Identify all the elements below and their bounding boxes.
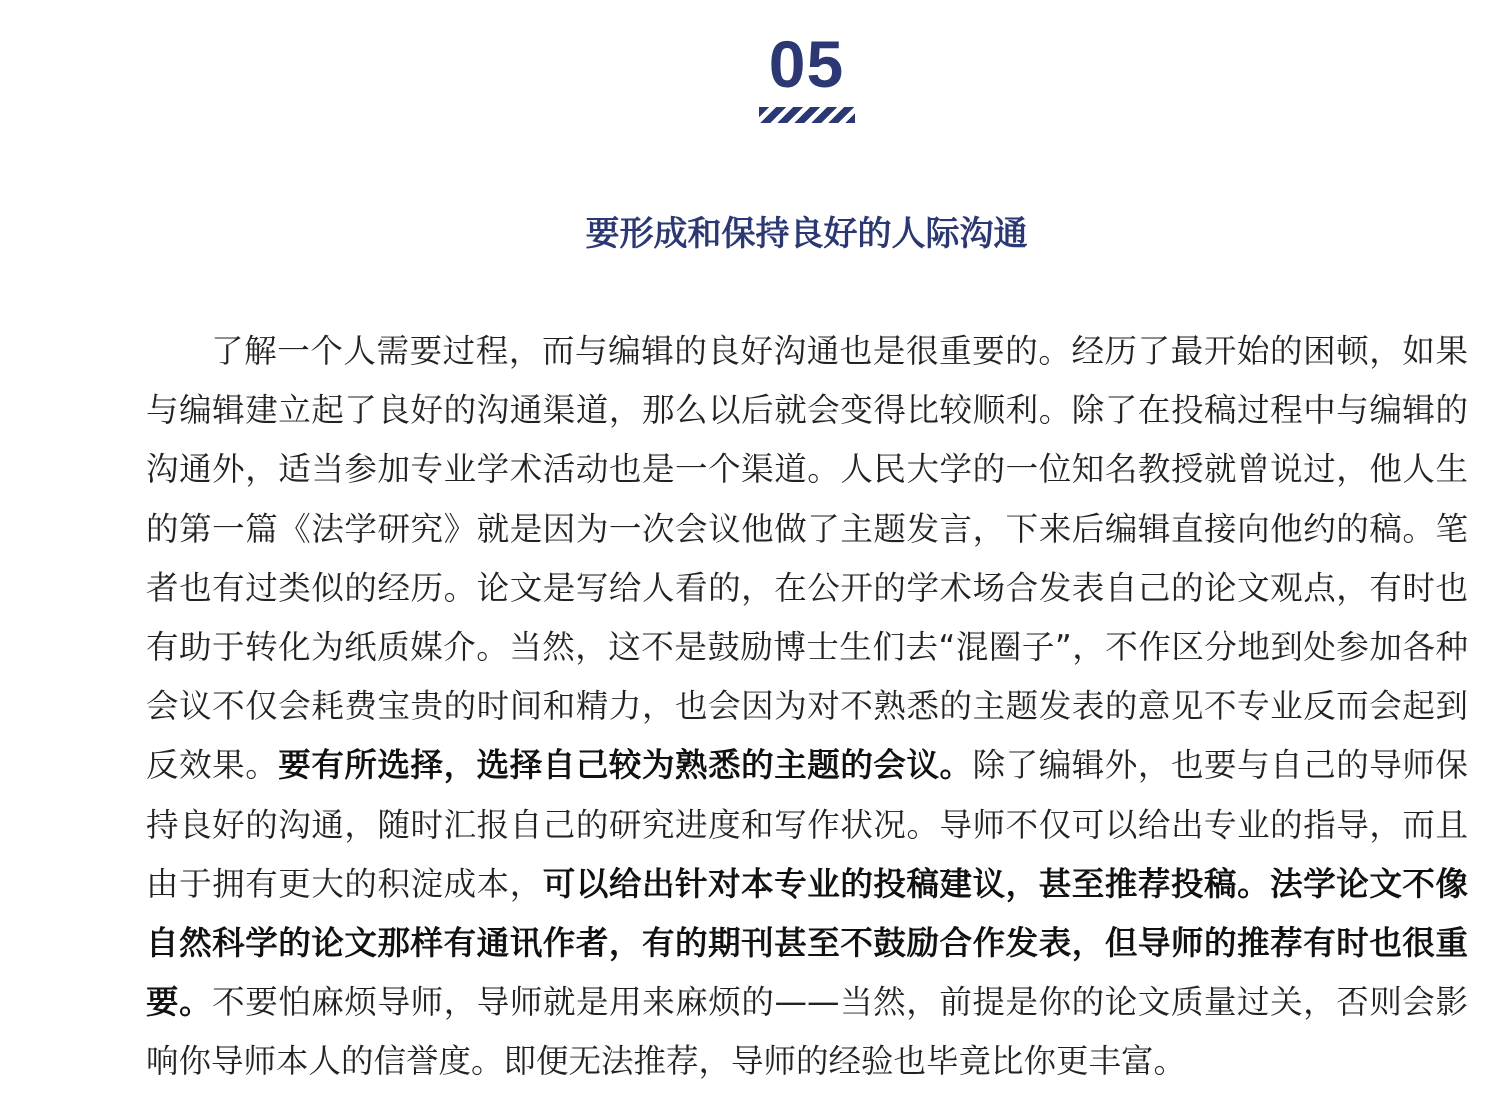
- section-number: 05: [768, 27, 845, 101]
- bold-text-run: 要有所选择，选择自己较为熟悉的主题的会议。: [278, 746, 973, 785]
- body-paragraph: [146, 322, 1468, 1092]
- section-title: 要形成和保持良好的人际沟通: [585, 214, 1028, 254]
- striped-divider: [759, 107, 855, 123]
- text-run: 不要怕麻烦导师，导师就是用来麻烦的——当然，前提是你的论文质量过关，否则会影响你导师本人的信誉度。即便无法推荐，导师的经验也毕竟比你更丰富。: [146, 983, 1468, 1081]
- text-run: 了解一个人需要过程，而与编辑的良好沟通也是很重要的。经历了最开始的困顿，如果与编辑建立起了良好的沟通渠道，那么以后就会变得比较顺利。除了在投稿过程中与编辑的沟通外，适当参加专业学术活动也是一个渠道。人民大学的一位知名教授就曾说过，他人生的第一篇《法学研究》就是因为一次会议他做了主题发言，下来后编辑直接向他约的稿。笔者也有过类似的经历。论文是写给人看的，在公开的学术场合发表自己的论文观点，有时也有助于转化为纸质媒介。当然，这不是鼓励博士生们去“混圈子”，不作区分地到处参加各种会议不仅会耗费宝贵的时间和精力，也会因为对不熟悉的主题发表的意见不专业反而会起到反效果。: [146, 332, 1468, 785]
- bold-text-run: 可以给出针对本专业的投稿建议，甚至推荐投稿。法学论文不像自然科学的论文那样有通讯作者，有的期刊甚至不鼓励合作发表，但导师的推荐有时也很重要。: [146, 864, 1468, 1022]
- text-run: 除了编辑外，也要与自己的导师保持良好的沟通，随时汇报自己的研究进度和写作状况。导师不仅可以给出专业的指导，而且由于拥有更大的积淀成本，: [146, 746, 1468, 903]
